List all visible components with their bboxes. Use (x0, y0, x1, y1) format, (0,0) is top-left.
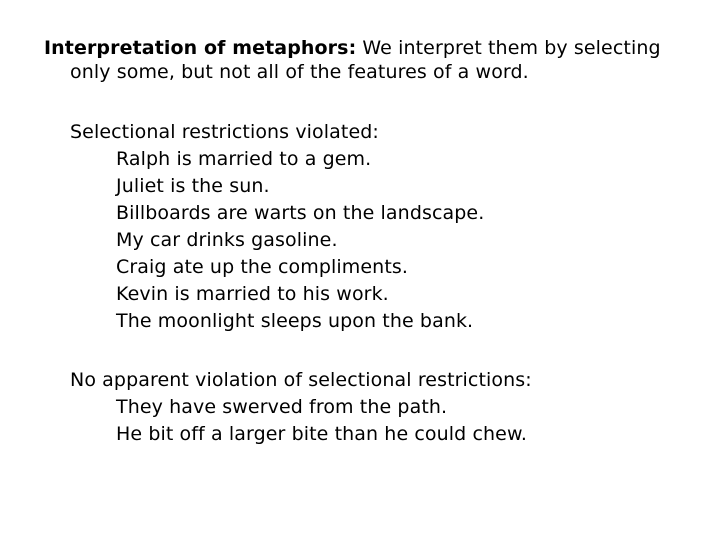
not-violated-heading: No apparent violation of selectional restrictions: (70, 369, 532, 391)
intro-definition-line-2: only some, but not all of the features of a word. (70, 61, 529, 83)
violated-example: My car drinks gasoline. (116, 229, 338, 251)
not-violated-example: They have swerved from the path. (116, 396, 448, 418)
not-violated-example: He bit off a larger bite than he could chew. (116, 423, 527, 445)
intro-line-1 (44, 36, 661, 60)
violated-example: Ralph is married to a gem. (116, 148, 372, 170)
violated-example: Billboards are warts on the landscape. (116, 202, 485, 224)
violated-example: The moonlight sleeps upon the bank. (116, 310, 474, 332)
intro-term: Interpretation of metaphors: (44, 37, 357, 59)
violated-example: Kevin is married to his work. (116, 283, 389, 305)
intro-definition-line-1: We interpret them by selecting (356, 37, 661, 59)
violated-example: Craig ate up the compliments. (116, 256, 409, 278)
violated-heading: Selectional restrictions violated: (70, 121, 379, 143)
violated-example: Juliet is the sun. (116, 175, 270, 197)
